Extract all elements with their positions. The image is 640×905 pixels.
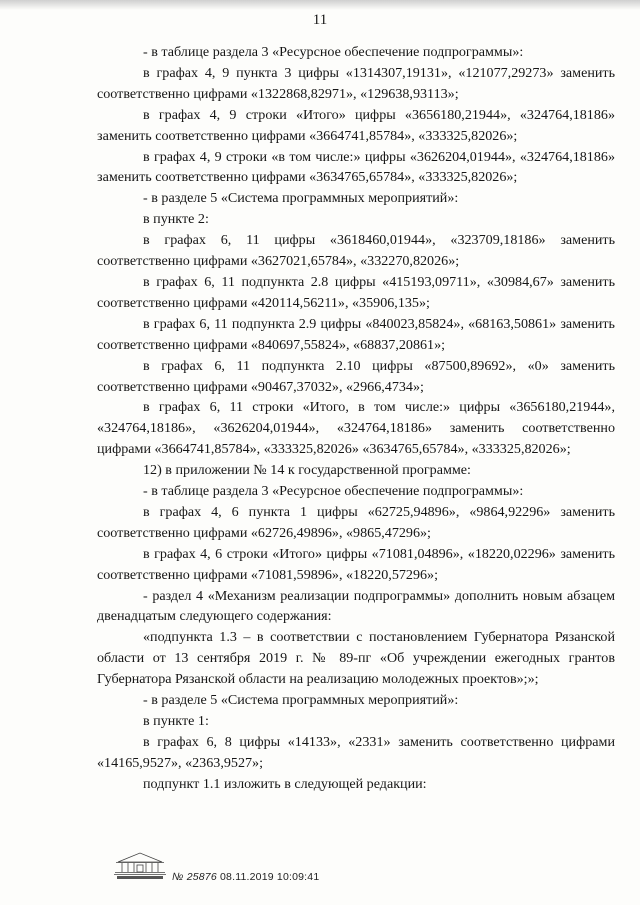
paragraph: в пункте 2: [143, 211, 209, 228]
paragraph: в графах 4, 9 строки «в том числе:» цифры «3626204,01944», «324764,18186» заменить соответственно цифрами «3634765,65784», «333325,82026»; [97, 148, 615, 186]
paragraph: в графах 4, 9 пункта 3 цифры «1314307,19131», «121077,29273» заменить соответственно цифрами «1322868,82971», «129638,93113»; [97, 64, 615, 102]
paragraph: подпункт 1.1 изложить в следующей редакции: [143, 775, 427, 792]
paragraph: - в разделе 5 «Система программных мероприятий»: [143, 692, 459, 709]
paragraph: в графах 4, 9 строки «Итого» цифры «3656180,21944», «324764,18186» заменить соответственно цифрами «3664741,85784», «333325,82026»; [97, 106, 615, 144]
registration-stamp [172, 871, 319, 883]
paragraph: - раздел 4 «Механизм реализации подпрограммы» дополнить новым абзацем двенадцатым следующего содержания: [97, 587, 615, 625]
page-number: 11 [312, 12, 328, 28]
paragraph: - в таблице раздела 3 «Ресурсное обеспечение подпрограммы»: [143, 44, 524, 60]
paragraph: в графах 6, 11 подпункта 2.9 цифры «840023,85824», «68163,50861» заменить соответственно цифрами «840697,55824», «68837,20861»; [97, 315, 615, 353]
paragraph: в графах 6, 11 строки «Итого, в том числе:» цифры «3656180,21944», «324764,18186», «3626204,01944», «324764,18186» заменить соответственно цифрами «3664741,85784», «333325,82026» «3634765,65784», «333325,82026»; [97, 399, 615, 458]
paragraph: в графах 4, 6 строки «Итого» цифры «71081,04896», «18220,02296» заменить соответственно цифрами «71081,59896», «18220,57296»; [97, 545, 615, 583]
paragraph: - в таблице раздела 3 «Ресурсное обеспечение подпрограммы»: [143, 483, 524, 500]
registration-number: № 25876 [172, 871, 217, 883]
document-body [97, 42, 615, 795]
paragraph: - в разделе 5 «Система программных мероприятий»: [143, 190, 459, 207]
paragraph: в графах 4, 6 пункта 1 цифры «62725,94896», «9864,92296» заменить соответственно цифрами «62726,49896», «9865,47296»; [97, 503, 615, 541]
registration-timestamp: 08.11.2019 10:09:41 [220, 871, 320, 883]
paragraph: в графах 6, 8 цифры «14133», «2331» заменить соответственно цифрами «14165,9527», «2363,9527»; [97, 733, 615, 771]
paragraph: «подпункта 1.3 – в соответствии с постановлением Губернатора Рязанской области от 13 сентября 2019 г. № 89-пг «Об учреждении ежегодных грантов Губернатора Рязанской области на реализацию молодежных проектов»;»; [97, 629, 615, 688]
paragraph: в пункте 1: [143, 713, 209, 729]
paragraph: в графах 6, 11 цифры «3618460,01944», «323709,18186» заменить соответственно цифрами «3627021,65784», «332270,82026»; [97, 232, 615, 270]
government-building-stamp-icon [112, 850, 168, 880]
paragraph: 12) в приложении № 14 к государственной программе: [143, 462, 471, 479]
paragraph: в графах 6, 11 подпункта 2.10 цифры «87500,89692», «0» заменить соответственно цифрами «90467,37032», «2966,4734»; [97, 357, 615, 395]
paragraph: в графах 6, 11 подпункта 2.8 цифры «415193,09711», «30984,67» заменить соответственно цифрами «420114,56211», «35906,135»; [97, 273, 615, 311]
scan-top-shadow [0, 0, 640, 10]
document-footer [112, 850, 412, 890]
